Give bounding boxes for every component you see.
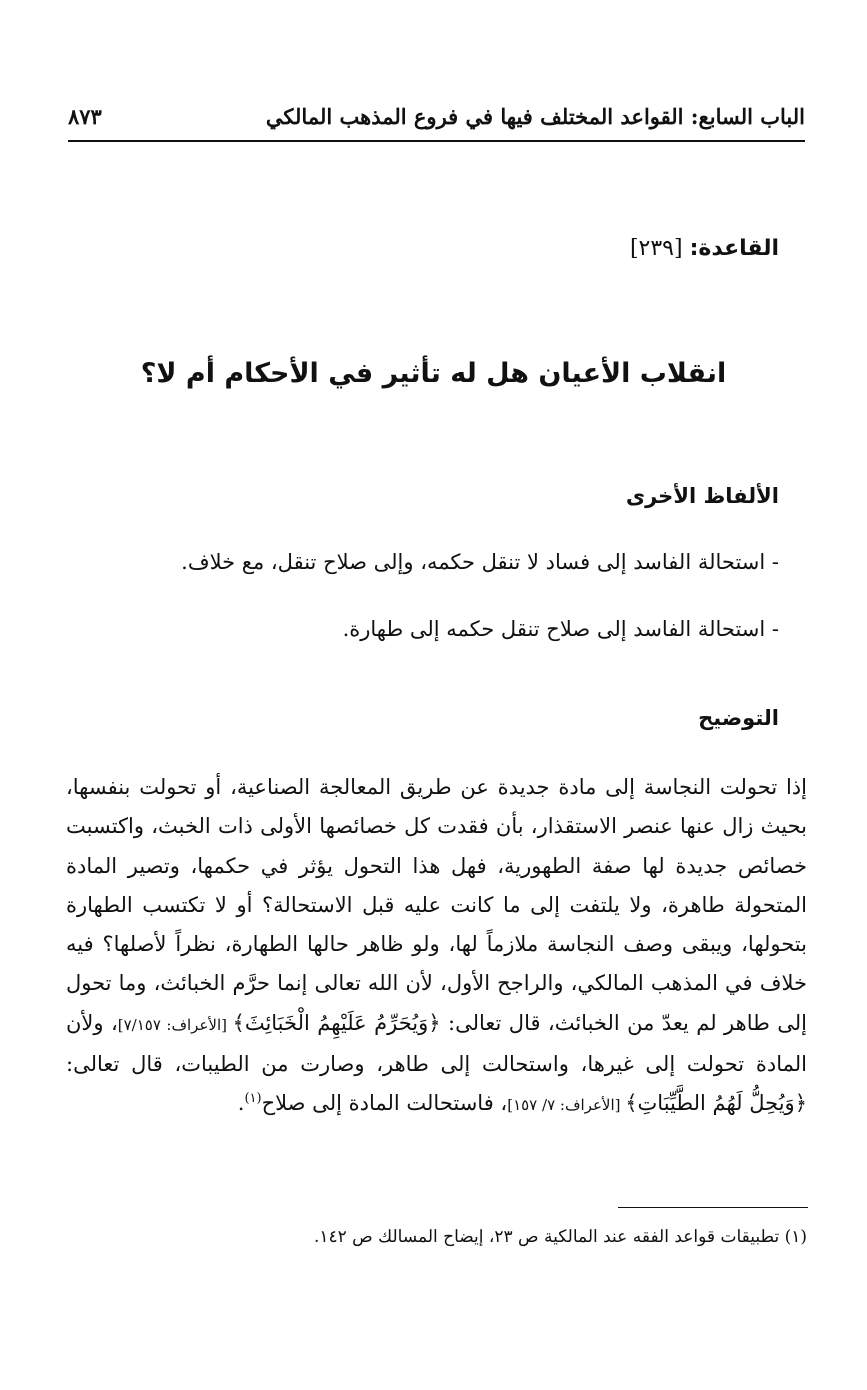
running-header <box>68 100 805 142</box>
explanation-heading: التوضيح <box>698 706 779 730</box>
footnote-divider <box>618 1207 808 1208</box>
paragraph-text: إذا تحولت النجاسة إلى مادة جديدة عن طريق المعالجة الصناعية، أو تحولت بنفسها، بحيث زال عنها عنصر الاستقذار، بأن فقدت كل خصائصها الأولى ذات الخبث، واكتسبت خصائص جديدة لها صفة الطهورية، فهل هذا التحول يؤثر في حكمها، وتصير المادة المتحولة طاهرة، ولا يلتفت إلى ما كانت عليه قبل الاستحالة؟ أو لا تكتسب الطهارة بتحولها، ويبقى وصف النجاسة ملازماً لها، ولو ظاهر حالها الطهارة، نظراً لأصلها؟ فيه خلاف في المذهب المالكي، والراجح الأول، لأن الله تعالى إنما حرَّم الخبائث، وما تحول إلى طاهر لم يعدّ من الخبائث، قال تعالى: <box>66 775 807 1035</box>
rule-number: [٢٣٩] <box>629 236 683 261</box>
verse-reference: [الأعراف: ٧/١٥٧] <box>117 1015 233 1034</box>
alternative-item: - استحالة الفاسد إلى صلاح تنقل حكمه إلى طهارة. <box>342 617 779 641</box>
verse-reference: [الأعراف: ٧/ ١٥٧] <box>507 1096 626 1115</box>
quran-verse: ﴿وَيُحِلُّ لَهُمُ الطَّيِّبَاتِ﴾ <box>625 1091 807 1116</box>
rule-keyword: القاعدة: <box>689 236 779 261</box>
page-number: ٨٧٣ <box>68 104 102 129</box>
paragraph-text: ، فاستحالت المادة إلى صلاح <box>261 1091 508 1116</box>
alternatives-heading: الألفاظ الأخرى <box>625 484 779 508</box>
chapter-title: الباب السابع: القواعد المختلف فيها في فروع المذهب المالكي <box>265 104 805 129</box>
paragraph-text: . <box>237 1091 245 1116</box>
paragraph-text: ، ولأن المادة تحولت إلى غيرها، واستحالت إلى طاهر، وصارت من الطيبات، قال تعالى: <box>66 1010 807 1077</box>
explanation-paragraph <box>66 768 807 1126</box>
rule-label <box>630 236 779 261</box>
alternative-item: - استحالة الفاسد إلى فساد لا تنقل حكمه، وإلى صلاح تنقل، مع خلاف. <box>181 550 779 574</box>
footnote: (١) تطبيقات قواعد الفقه عند المالكية ص ٢٣، إيضاح المسالك ص ١٤٢. <box>313 1227 807 1247</box>
quran-verse: ﴿وَيُحَرِّمُ عَلَيْهِمُ الْخَبَائِثَ﴾ <box>232 1010 441 1035</box>
footnote-marker: (١) <box>244 1091 262 1107</box>
rule-title: انقلاب الأعيان هل له تأثير في الأحكام أم لا؟ <box>140 358 727 389</box>
